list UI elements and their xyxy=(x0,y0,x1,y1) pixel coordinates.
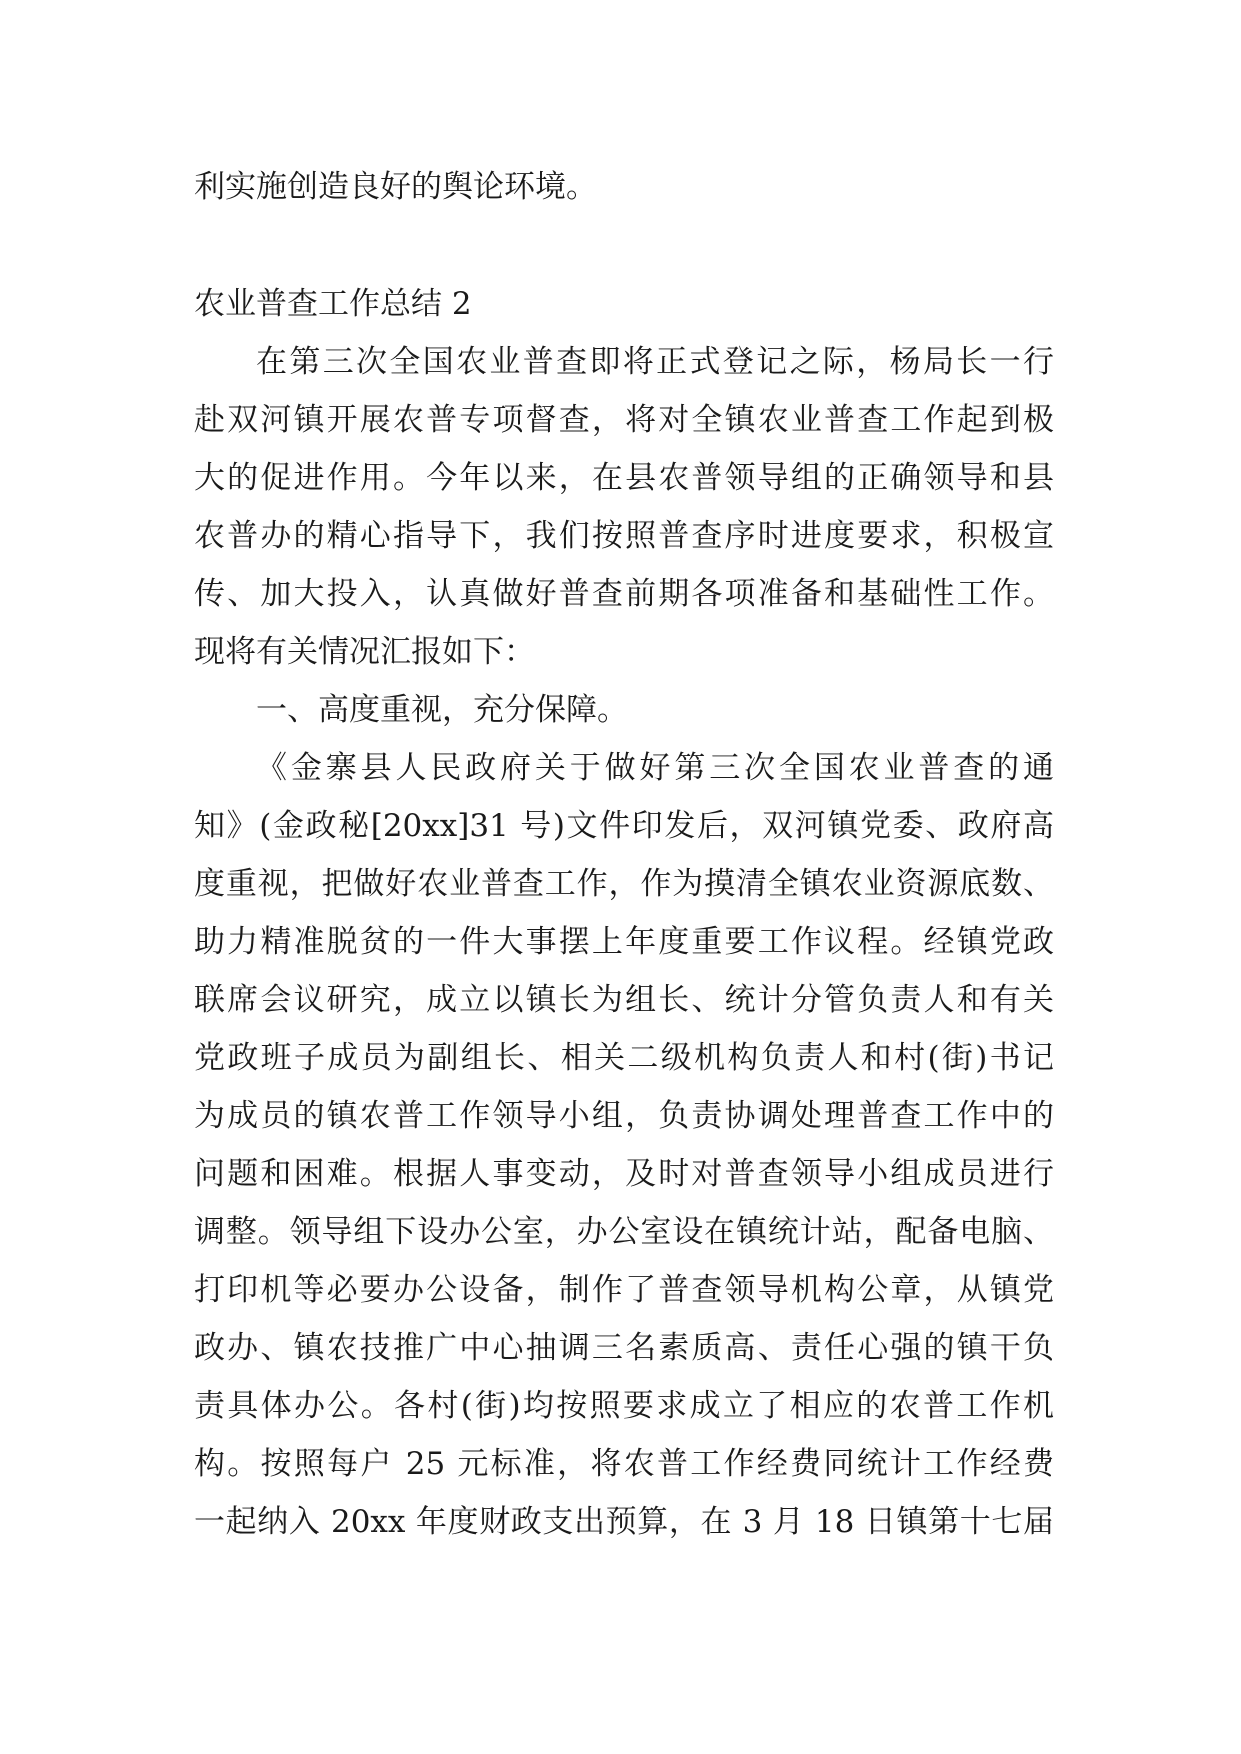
text-line-22: 构。按照每户 25 元标准，将农普工作经费同统计工作经费 xyxy=(194,1446,1054,1482)
text-line-17: 问题和困难。根据人事变动，及时对普查领导小组成员进行 xyxy=(194,1156,1054,1192)
text-line-10: 《金寨县人民政府关于做好第三次全国农业普查的通 xyxy=(256,750,1054,786)
text-line-4: 赴双河镇开展农普专项督查，将对全镇农业普查工作起到极 xyxy=(194,402,1054,438)
text-line-23: 一起纳入 20xx 年度财政支出预算，在 3 月 18 日镇第十七届 xyxy=(194,1504,1054,1540)
text-line-21: 责具体办公。各村(街)均按照要求成立了相应的农普工作机 xyxy=(194,1388,1054,1424)
text-line-13: 助力精准脱贫的一件大事摆上年度重要工作议程。经镇党政 xyxy=(194,924,1054,960)
text-line-11: 知》(金政秘[20xx]31 号)文件印发后，双河镇党委、政府高 xyxy=(194,808,1054,844)
text-line-14: 联席会议研究，成立以镇长为组长、统计分管负责人和有关 xyxy=(194,982,1054,1018)
text-line-16: 为成员的镇农普工作领导小组，负责协调处理普查工作中的 xyxy=(194,1098,1054,1134)
text-line-15: 党政班子成员为副组长、相关二级机构负责人和村(街)书记 xyxy=(194,1040,1054,1076)
text-line-1: 利实施创造良好的舆论环境。 xyxy=(194,169,597,205)
subheading-1: 一、高度重视，充分保障。 xyxy=(256,692,628,728)
text-line-20: 政办、镇农技推广中心抽调三名素质高、责任心强的镇干负 xyxy=(194,1330,1054,1366)
text-line-12: 度重视，把做好农业普查工作，作为摸清全镇农业资源底数、 xyxy=(194,866,1054,902)
text-line-7: 传、加大投入，认真做好普查前期各项准备和基础性工作。 xyxy=(194,576,1054,612)
text-line-18: 调整。领导组下设办公室，办公室设在镇统计站，配备电脑、 xyxy=(194,1214,1054,1250)
section-heading: 农业普查工作总结 2 xyxy=(194,286,472,322)
text-line-5: 大的促进作用。今年以来，在县农普领导组的正确领导和县 xyxy=(194,460,1054,496)
text-line-6: 农普办的精心指导下，我们按照普查序时进度要求，积极宣 xyxy=(194,518,1054,554)
text-line-3: 在第三次全国农业普查即将正式登记之际，杨局长一行 xyxy=(256,344,1054,380)
text-line-8: 现将有关情况汇报如下： xyxy=(194,634,535,670)
text-line-19: 打印机等必要办公设备，制作了普查领导机构公章，从镇党 xyxy=(194,1272,1054,1308)
